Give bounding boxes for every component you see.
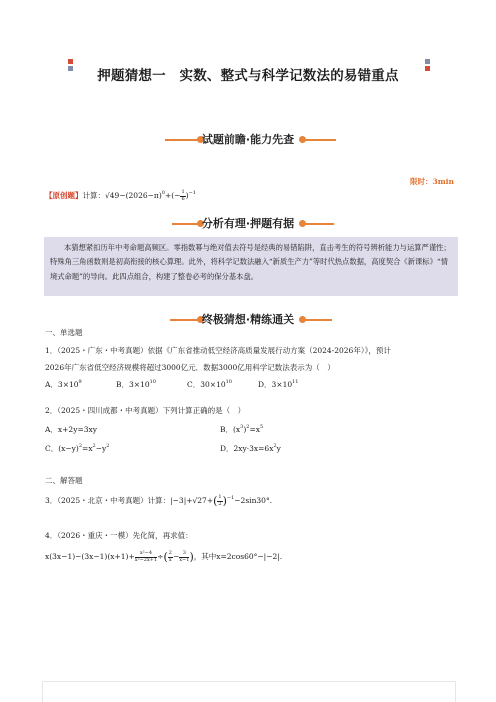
section-title: 试题前瞻·能力先查 xyxy=(201,133,295,146)
section-title: 分析有理·押题有据 xyxy=(201,217,295,230)
q4-stem: 4．（2026・重庆・一模）先化简，再求值： xyxy=(45,531,193,540)
q1-option-c xyxy=(187,379,232,390)
frac-den: 6 xyxy=(181,195,185,202)
expr-term: +(− xyxy=(164,191,181,200)
exponent: 0 xyxy=(161,190,165,196)
exponent: −1 xyxy=(226,495,235,501)
section-header-pre-test xyxy=(0,131,496,147)
exponent: 5 xyxy=(260,424,264,430)
q1-option-a xyxy=(45,379,82,390)
q2-option-b xyxy=(220,424,263,435)
q1-line1: 1．（2025・广东・中考真题）依据《广东省推动低空经济高质量发展行动方案（2024-2026年）》，预计 xyxy=(45,346,391,355)
section-title: 终极猜想·精练通关 xyxy=(201,313,295,326)
frac-num: 3 xyxy=(179,551,189,558)
exponent: 2 xyxy=(106,443,110,449)
time-limit: 限时：3min xyxy=(410,177,454,186)
q1-option-b xyxy=(116,379,156,390)
section-header-final xyxy=(0,311,496,327)
page-title: 押题猜想一 实数、整式与科学记数法的易错重点 xyxy=(97,68,399,84)
paren: ) xyxy=(189,550,194,564)
frac-num: 2 xyxy=(168,550,172,556)
expr-term: =x xyxy=(82,444,93,453)
exponent: 2 xyxy=(92,443,96,449)
option-label: B．3×10 xyxy=(116,380,150,389)
sqrt-term: √49 xyxy=(105,191,120,200)
page-frame xyxy=(42,681,456,702)
frac-num: 1 xyxy=(181,189,185,195)
q2-option-d xyxy=(220,443,281,454)
original-tag: 【原创题】 xyxy=(45,191,83,200)
expr-term: x(3x−1)−(3x−1)(x+1)+ xyxy=(45,552,135,561)
expr-term: D．2xy·3x=6x xyxy=(220,444,274,453)
q2-option-a: A．x+2y=3xy xyxy=(45,425,97,434)
frac-den: x−1 xyxy=(179,556,190,563)
exponent: 10 xyxy=(225,379,232,385)
expr-term: =x xyxy=(249,425,260,434)
expr-term: y xyxy=(276,444,281,453)
part-heading-answer: 二、解答题 xyxy=(45,476,83,485)
analysis-box xyxy=(44,237,458,296)
question-prefix: 计算： xyxy=(82,191,105,200)
exponent: 11 xyxy=(292,379,299,385)
paren: ( xyxy=(213,494,218,508)
frac-den: 2 xyxy=(218,500,222,507)
operator: − xyxy=(172,552,180,561)
expr-term: C．(x−y) xyxy=(45,444,79,453)
operator: ÷ xyxy=(157,552,164,561)
q4-expression xyxy=(45,551,282,563)
option-label: C．30×10 xyxy=(187,380,226,389)
option-label: D．3×10 xyxy=(258,380,293,389)
q2-stem: 2．（2025・四川成都・中考真题）下列计算正确的是（ ） xyxy=(45,406,246,415)
fraction xyxy=(179,551,189,563)
part-heading-single-choice: 一、单选题 xyxy=(45,328,83,337)
original-question xyxy=(45,190,196,202)
q1-line2: 2026年广东省低空经济规模将超过3000亿元．数据3000亿用科学记数法表示为（ ） xyxy=(45,363,335,372)
paren: ) xyxy=(222,494,227,508)
frac-num: 1 xyxy=(218,494,222,500)
frac-den: x xyxy=(168,556,172,563)
exponent: 2 xyxy=(78,443,83,449)
q3-stem: 3．（2025・北京・中考真题）计算：|−3|+√27+ xyxy=(45,496,214,505)
exponent: 3 xyxy=(240,424,244,430)
exponent: 10 xyxy=(149,379,156,385)
frac-den: x²−2x+1 xyxy=(134,556,158,563)
expr-term: B．(x xyxy=(220,425,241,434)
exponent: 9 xyxy=(78,379,82,385)
analysis-text: 本猜想紧扣历年中考命题高频区。零指数幂与绝对值去符号是经典的易错陷阱，直击考生的符号辨析能力与运算严谨性；特殊角三角函数则是初高衔接的核心算理。此外，将科学记数法融入“新质生产力”等时代热点数据，高度契合《新课标》“情境式命题”的导向。此四点组合，构建了整卷必考的保分基本盘。 xyxy=(50,243,451,281)
section-header-analysis xyxy=(0,215,496,231)
expr-term: ，其中x=2cos60°−|−2|. xyxy=(193,552,283,561)
expr-term: −(2026−π) xyxy=(119,191,162,200)
exponent: 2 xyxy=(246,424,250,430)
q3-tail: −2sin30°. xyxy=(234,496,273,505)
exponent: 2 xyxy=(273,443,277,449)
expr-term: ) xyxy=(243,425,247,434)
frac-num: x²−4 xyxy=(135,551,157,558)
option-label: A．3×10 xyxy=(45,380,79,389)
expr-term: ) xyxy=(185,191,189,200)
exponent: −1 xyxy=(188,190,196,196)
q1-option-d xyxy=(258,379,299,390)
q3 xyxy=(45,495,272,507)
expr-term: −y xyxy=(95,444,107,453)
paren: ( xyxy=(163,550,168,564)
fraction xyxy=(135,551,157,563)
q2-option-c xyxy=(45,443,109,454)
